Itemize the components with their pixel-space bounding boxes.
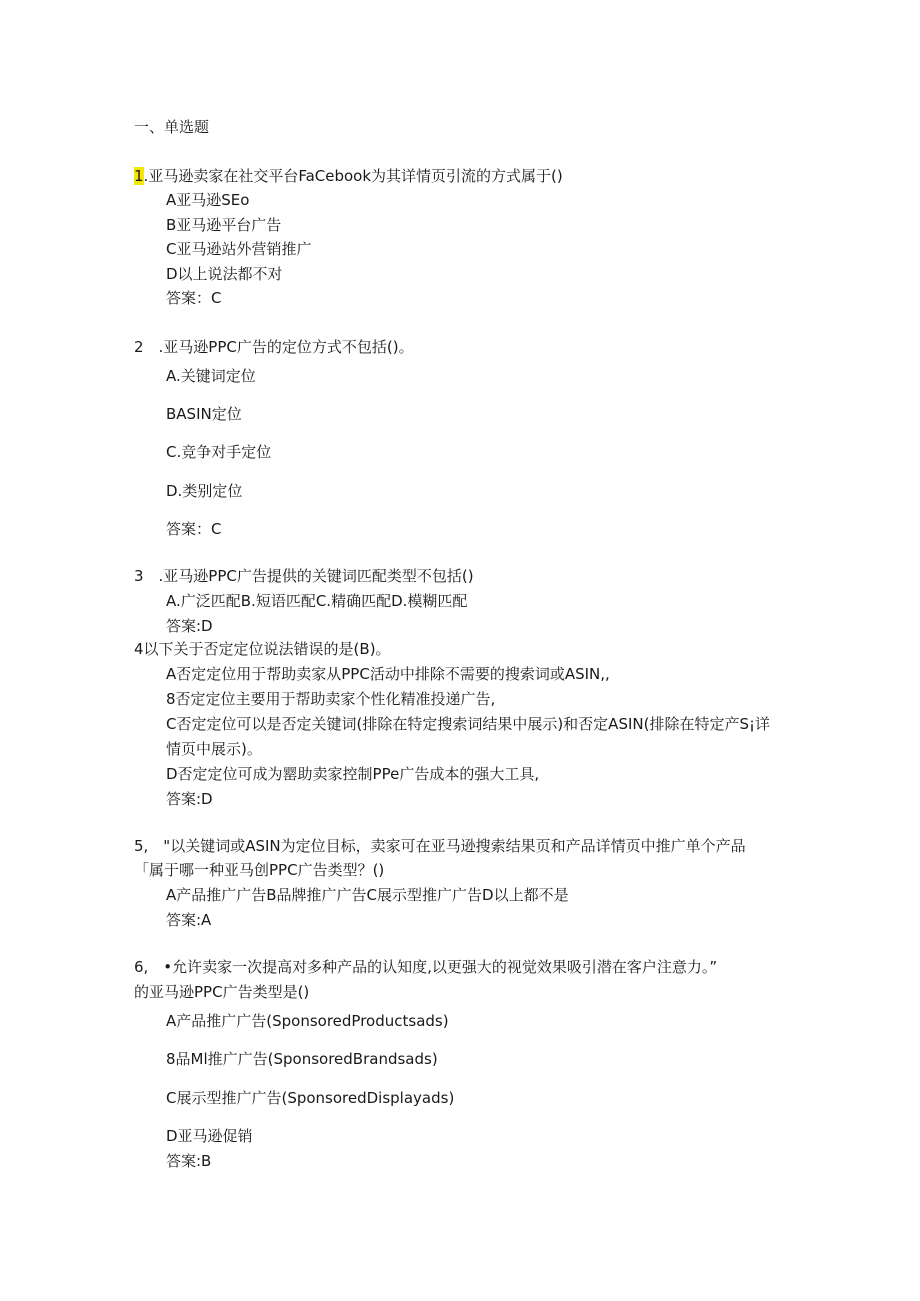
question-2-answer: 答案：C — [166, 520, 222, 538]
question-4-option-c-line1: C否定定位可以是否定关键词(排除在特定搜索词结果中展示)和否定ASIN(排除在特定产S¡详 — [166, 715, 770, 733]
question-5-answer: 答案:A — [166, 911, 212, 929]
question-6-option-a: A产品推广广告(SponsoredProductsads) — [166, 1012, 449, 1030]
question-6-option-b: 8品Ml推广广告(SponsoredBrandsads) — [166, 1050, 438, 1068]
question-4-stem: 4以下关于否定定位说法错误的是(B)。 — [134, 640, 391, 658]
question-6-option-c: C展示型推广广告(SponsoredDisplayads) — [166, 1089, 455, 1107]
question-6-answer: 答案:B — [166, 1152, 212, 1170]
question-1-answer: 答案：C — [166, 289, 222, 307]
question-5-stem-line1: 5, "以关键词或ASIN为定位目标，卖家可在亚马逊搜索结果页和产品详情页中推广单个产品 — [134, 837, 746, 855]
question-3-stem: 3 .亚马逊PPC广告提供的关键词匹配类型不包括() — [134, 567, 474, 585]
question-3-options: A.广泛匹配B.短语匹配C.精确匹配D.模糊匹配 — [166, 592, 468, 610]
question-3-answer: 答案:D — [166, 617, 213, 635]
question-5-stem-line2: 「属于哪一种亚马创PPC广告类型？() — [134, 861, 385, 879]
question-1-stem — [134, 166, 563, 186]
question-1-option-d: D以上说法都不对 — [166, 265, 283, 283]
question-4-option-a: A否定定位用于帮助卖家从PPC活动中排除不需要的搜索词或ASIN,, — [166, 665, 610, 683]
question-5-options: A产品推广广告B品牌推广广告C展示型推广广告D以上都不是 — [166, 886, 569, 904]
question-1-option-c: C亚马逊站外营销推广 — [166, 240, 312, 258]
question-4-option-b: 8否定定位主要用于帮助卖家个性化精准投递广告, — [166, 690, 496, 708]
question-2-option-c: C.竞争对手定位 — [166, 443, 272, 461]
section-title: 一、单选题 — [134, 118, 210, 136]
question-4-option-c-line2: 情页中展示)。 — [166, 740, 262, 758]
question-2-option-a: A.关键词定位 — [166, 367, 256, 385]
question-2-stem: 2 .亚马逊PPC广告的定位方式不包括()。 — [134, 338, 414, 356]
question-1-number: 1 — [134, 167, 144, 185]
question-4-answer: 答案:D — [166, 790, 213, 808]
question-4-option-d: D否定定位可成为罂助卖家控制PPe广告成本的强大工具, — [166, 765, 540, 783]
question-6-stem-line1: 6, •允许卖家一次提高对多种产品的认知度,以更强大的视觉效果吸引潜在客户注意力。” — [134, 958, 718, 976]
question-1-text: .亚马逊卖家在社交平台FaCebook为其详情页引流的方式属于() — [143, 167, 563, 185]
question-1-option-a: A亚马逊SEo — [166, 191, 250, 209]
question-2-option-b: BASIN定位 — [166, 405, 242, 423]
question-6-option-d: D亚马逊促销 — [166, 1127, 253, 1145]
question-1-option-b: B亚马逊平台广告 — [166, 216, 282, 234]
question-6-stem-line2: 的亚马逊PPC广告类型是() — [134, 983, 310, 1001]
question-2-option-d: D.类别定位 — [166, 482, 243, 500]
